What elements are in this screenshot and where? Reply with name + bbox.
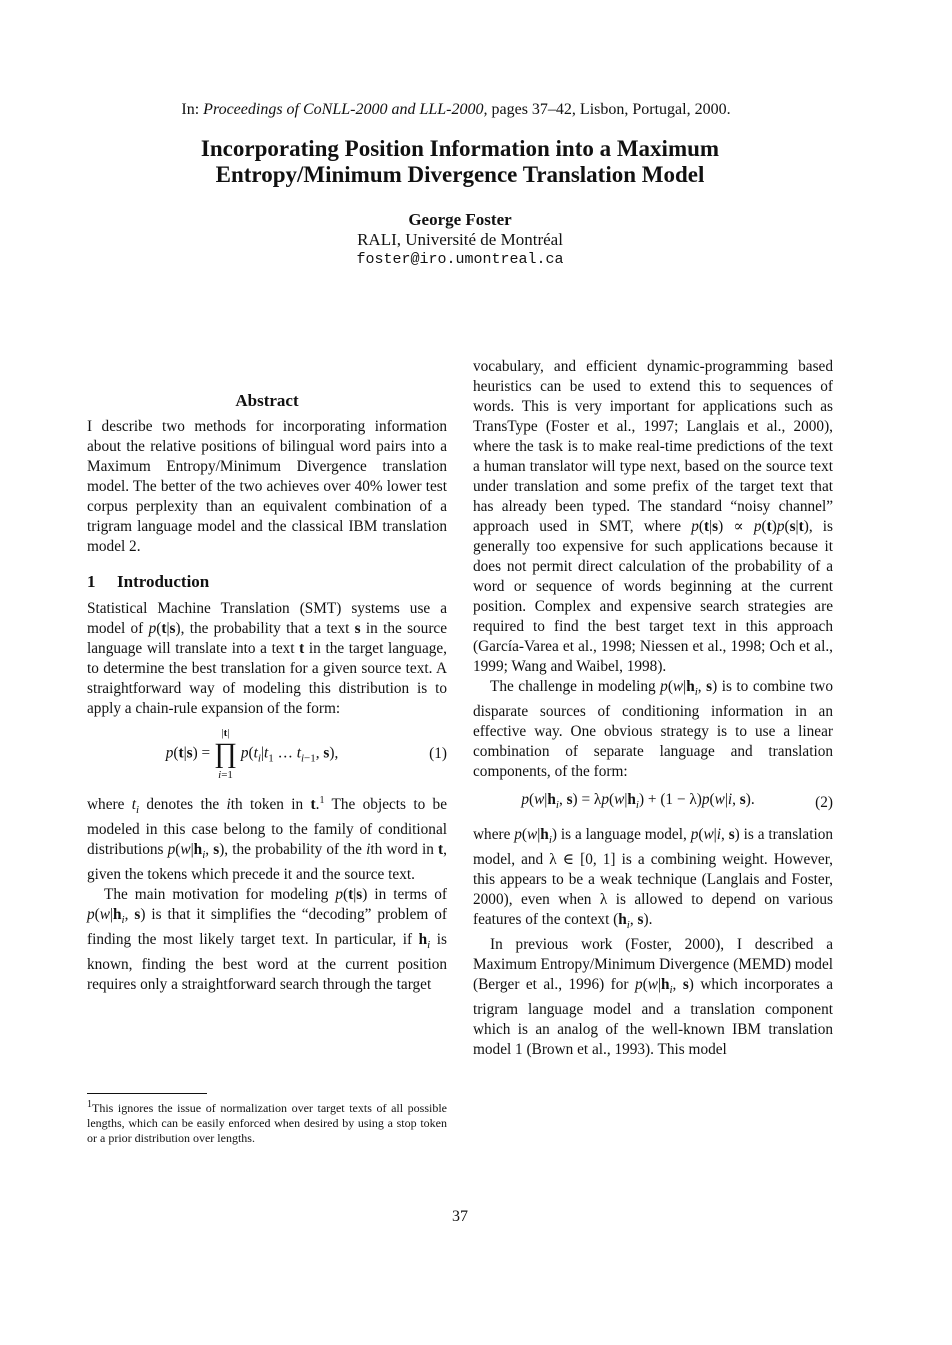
section-title: Introduction (117, 572, 210, 591)
left-column (87, 391, 447, 995)
venue-line (0, 101, 912, 119)
page-number: 37 (452, 1208, 468, 1225)
product-operator: |t| ∏ i=1 (213, 727, 238, 781)
footnote (87, 1097, 447, 1146)
equation-2-body: $p(w|h_i$, $s) = \lambda p(w|h_i) + (1 - \lambda)p(w|i$, s). (521, 791, 755, 812)
equation-2 (473, 790, 833, 815)
right-paragraph-4: In previous work (Foster, 2000), I described a Maximum Entropy/Minimum Divergence (MEMD) model (Berger et al., 1996) for $p(w|h_i$, s) which incorporates a trigram language model and a translation component which is an analog of the well-known IBM translation model 1 (Brown et al., 1993). This model (473, 936, 834, 1059)
footnote-mark: 1 (87, 1099, 92, 1110)
venue-proceedings: Proceedings of CoNLL-2000 and LLL-2000, (203, 101, 488, 118)
intro-paragraph-1: Statistical Machine Translation (SMT) systems use a model of p(t|s), the probability that a text s in the source language will translate into a text t in the target language, to determine the best translation for a given source text. A straightforward way of modeling this distribution is to apply a chain-rule expansion of the form: (87, 600, 448, 717)
title-line-1: Incorporating Position Information into a Maximum (200, 136, 720, 161)
author-block (60, 210, 860, 270)
equation-2-number: (2) (815, 793, 833, 811)
footnote-ref: 1 (319, 795, 325, 806)
author-affiliation: RALI, Université de Montréal (357, 230, 563, 249)
paper-title (60, 136, 860, 188)
footnote-text: This ignores the issue of normalization over target texts of all possible lengths, which can be easily enforced when desired by using a stop token or a prior distribution over lengths. (87, 1101, 447, 1145)
right-paragraph-2: The challenge in modeling $p(w|h_i$, s) is to combine two disparate sources of conditioning information in an effective way. One obvious strategy is to use a linear combination of separate language and translation components, of the form: (473, 678, 833, 781)
author-email: foster@iro.umontreal.ca (356, 251, 564, 268)
abstract-text: I describe two methods for incorporating information about the relative positions of bilingual word pairs into a Maximum Entropy/Minimum Divergence translation model. The better of the two achieves over 40% lower test corpus perplexity than an equivalent combination of a trigram language model and the classical IBM translation model 2. (87, 418, 447, 555)
intro-paragraph-3: The main motivation for modeling p(t|s) in terms of $p(w|h_i$, s) is that it simplifies the “decoding” problem of finding the most likely target text. In particular, if $h_i$ is known, finding the best word at the current position requires only a straightforward search through the target (87, 886, 447, 994)
footnote-rule (87, 1093, 207, 1094)
section-number: 1 (87, 572, 96, 591)
section-heading-introduction (87, 571, 447, 593)
venue-details: pages 37–42, Lisbon, Portugal, 2000. (491, 101, 731, 118)
venue-prefix: In: (181, 101, 200, 118)
intro-paragraph-2: where $t_i$ denotes the ith token in t.$^1$ The objects to be modeled in this case belong to the family of conditional distributions $p(w|h_i$, s), the probability of the ith word in t, given the tokens which precede it and the source text. (87, 795, 447, 884)
right-column (473, 357, 833, 1060)
abstract-heading: Abstract (235, 391, 299, 410)
author-name: George Foster (408, 210, 512, 229)
equation-1 (87, 727, 447, 781)
title-line-2: Entropy/Minimum Divergence Translation Model (215, 162, 705, 187)
right-paragraph-3: where $p(w|h_i)$ is a language model, p(w|i, s) is a translation model, and λ ∈ [0, 1] is a combining weight. However, this appears to be a weak technique (Langlais and Foster, 2000), even when λ is allowed to depend on various features of the context ($h_i$, s). (473, 826, 834, 932)
equation-1-body: p(t|s) = |t| ∏ i=1 $p(t_i|t_1$ … $t_{i-1}$, s), (165, 727, 339, 781)
right-paragraph-1: vocabulary, and efficient dynamic-programming based heuristics can be used to extend this to sequences of words. This is very important for applications such as TransType (Foster et al., 1997; Langlais et al., 2000), where the task is to make real-time predictions of the text a human translator will type next, based on the source text under translation and some prefix of the target text that has already been typed. The standard “noisy channel” approach used in SMT, where p(t|s) ∝ p(t)p(s|t), is generally too expensive for such applications because it does not permit direct calculation of the probability of a word or sequence of words beginning at the current position. Complex and expensive search strategies are required to find the best target text in this approach (García-Varea et al., 1998; Niessen et al., 1998; Och et al., 1999; Wang and Waibel, 1998). (473, 358, 833, 675)
equation-1-number: (1) (429, 745, 447, 762)
